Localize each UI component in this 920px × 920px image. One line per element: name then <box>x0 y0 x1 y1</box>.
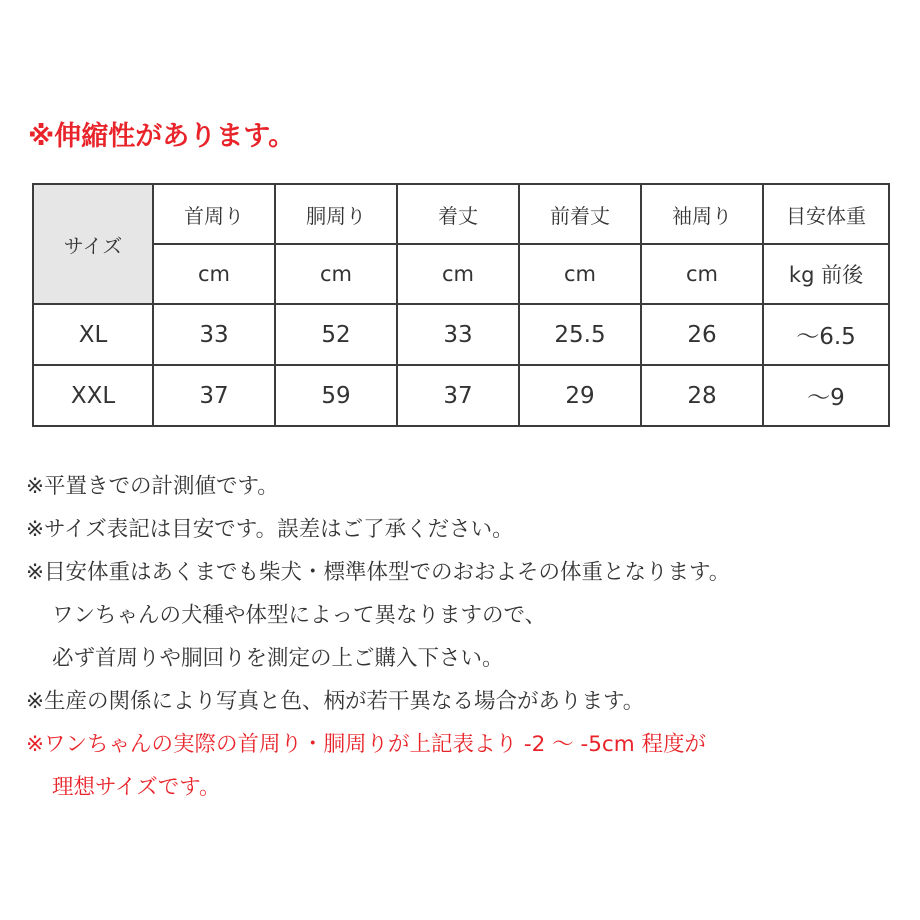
value-neck: 33 <box>153 304 275 365</box>
note-weight-guide-cont-2: 必ず首周りや胴回りを測定の上ご購入下さい。 <box>52 646 504 671</box>
value-weight: ～9 <box>763 365 889 426</box>
unit-chest: cm <box>275 244 397 304</box>
unit-weight: kg 前後 <box>763 244 889 304</box>
unit-sleeve: cm <box>641 244 763 304</box>
value-front-length: 25.5 <box>519 304 641 365</box>
header-row <box>33 184 889 244</box>
value-sleeve: 26 <box>641 304 763 365</box>
size-name-cell: XXL <box>33 365 153 426</box>
note-flat-measurement: ※平置きでの計測値です。 <box>26 474 279 499</box>
note-size-approximate: ※サイズ表記は目安です。誤差はご了承ください。 <box>26 517 514 542</box>
unit-length: cm <box>397 244 519 304</box>
stretch-notice-headline: ※伸縮性があります。 <box>28 121 296 152</box>
size-label-cell: サイズ <box>33 184 153 304</box>
value-weight: ～6.5 <box>763 304 889 365</box>
size-name-cell: XL <box>33 304 153 365</box>
unit-front-length: cm <box>519 244 641 304</box>
notes-list <box>26 465 906 809</box>
header-length: 着丈 <box>397 184 519 244</box>
header-sleeve: 袖周り <box>641 184 763 244</box>
note-weight-guide: ※目安体重はあくまでも柴犬・標準体型でのおおよその体重となります。 <box>26 560 731 585</box>
header-neck: 首周り <box>153 184 275 244</box>
note-ideal-size: ※ワンちゃんの実際の首周り・胴周りが上記表より -2 ～ -5cm 程度が <box>26 732 706 757</box>
value-sleeve: 28 <box>641 365 763 426</box>
note-color-variance: ※生産の関係により写真と色、柄が若干異なる場合があります。 <box>26 689 645 714</box>
table-row <box>33 304 889 365</box>
note-weight-guide-cont-1: ワンちゃんの犬種や体型によって異なりますので、 <box>52 603 547 628</box>
value-front-length: 29 <box>519 365 641 426</box>
header-weight: 目安体重 <box>763 184 889 244</box>
value-chest: 52 <box>275 304 397 365</box>
value-neck: 37 <box>153 365 275 426</box>
size-chart-table <box>32 183 890 427</box>
header-chest: 胴周り <box>275 184 397 244</box>
unit-neck: cm <box>153 244 275 304</box>
value-length: 33 <box>397 304 519 365</box>
value-length: 37 <box>397 365 519 426</box>
note-ideal-size-cont: 理想サイズです。 <box>52 775 221 800</box>
value-chest: 59 <box>275 365 397 426</box>
table-row <box>33 365 889 426</box>
header-front-length: 前着丈 <box>519 184 641 244</box>
unit-row <box>33 244 889 304</box>
